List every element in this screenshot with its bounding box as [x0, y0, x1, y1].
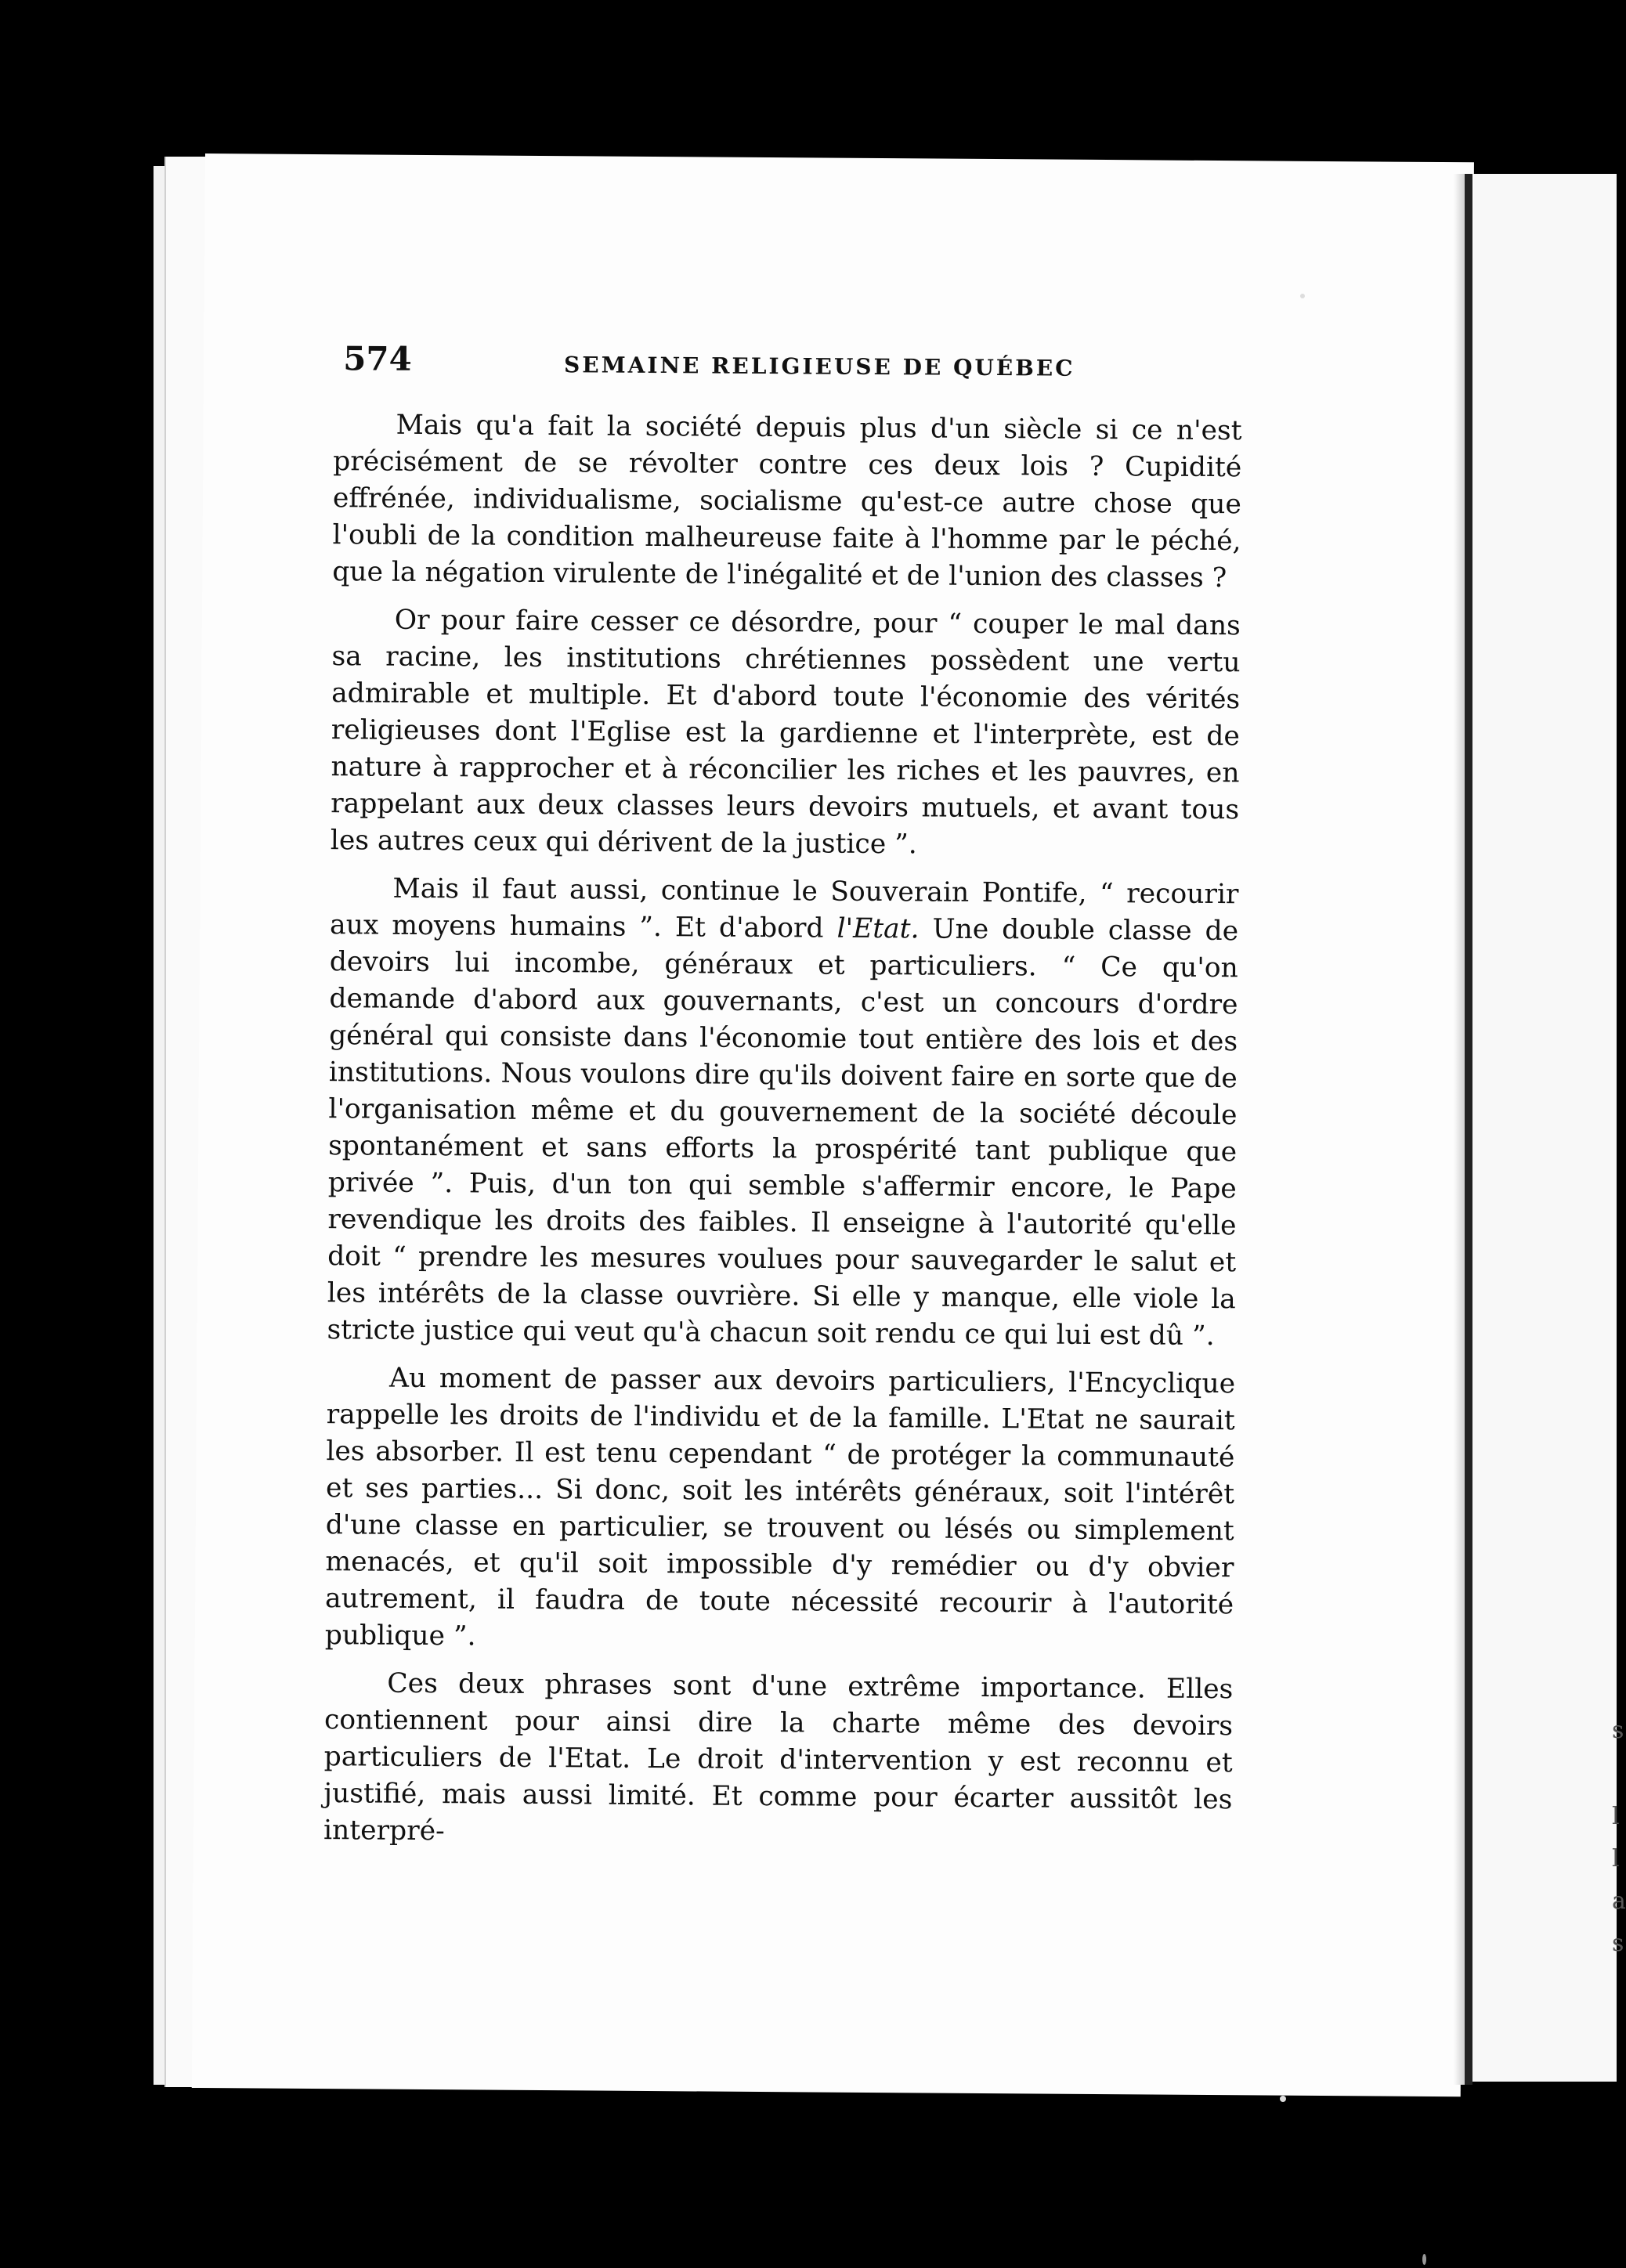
- book-page: [192, 153, 1474, 2096]
- spine-shadow: [1454, 174, 1465, 2085]
- page-number: 574: [343, 339, 413, 378]
- paragraph: Mais qu'a fait la société depuis plus d'un siècle si ce n'est précisément de se révolter contre ces deux lois ? Cupidité effrénée, individualisme, socialisme qu'est-ce autre chose que l'oubli de la condition malheureuse faite à l'homme par le péché, que la négation virulente de l'inégalité et de l'union des classes ?: [332, 409, 1242, 594]
- facing-page-letter: l: [1612, 1803, 1620, 1830]
- paragraph-text: Une double classe de devoirs lui incombe, généraux et particuliers. “ Ce qu'on demande d'abord aux gouvernants, c'est un concours d'ordre général qui consiste dans l'économie tout entière des lois et des institutions. Nous voulons dire qu'ils doivent faire en sorte que de l'organisation même et du gouvernement de la société découle spontanément et sans efforts la prospérité tant publique que privée ”. Puis, d'un ton qui semble s'affermir encore, le Pape revendique les droits des faibles. Il enseigne à l'autorité qu'elle doit “ prendre les mesures voulues pour sauvegarder le salut et les intérêts de la classe ouvrière. Si elle y manque, elle viole la stricte justice qui veut qu'à chacun soit rendu ce qui lui est dû ”.: [327, 913, 1239, 1352]
- page-header: [343, 339, 1440, 394]
- paragraph: Au moment de passer aux devoirs particuliers, l'Encyclique rappelle les droits de l'individu et de la famille. L'Etat ne saurait les absorber. Il est tenu cependant “ de protéger la communauté et ses parties... Si donc, soit les intérêts généraux, soit l'intérêt d'une classe en particulier, se trouvent ou lésés ou simplement menacés, et qu'il soit impossible d'y remédier ou d'y obvier autrement, il faudra de toute nécessité recourir à l'autorité publique ”.: [324, 1362, 1236, 1652]
- book-spine: [1465, 174, 1472, 2085]
- dust-speck: [1300, 294, 1305, 298]
- paragraph-text: Mais il faut aussi, continue le Souverain Pontife, “ recourir aux moyens humains ”. Et d'abord: [329, 872, 1239, 944]
- facing-page-letter: s: [1612, 1930, 1624, 1957]
- facing-page: [1472, 174, 1626, 2082]
- dust-speck: [1280, 2096, 1286, 2102]
- running-head: SEMAINE RELIGIEUSE DE QUÉBEC: [564, 352, 1075, 381]
- paragraph: Or pour faire cesser ce désordre, pour “ couper le mal dans sa racine, les institutions chrétiennes possèdent une vertu admirable et multiple. Et d'abord toute l'économie des vérités religieuses dont l'Eglise est la gardienne et l'interprète, est de nature à rapprocher et à réconcilier les riches et les pauvres, en rappelant aux deux classes leurs devoirs mutuels, et avant tous les autres ceux qui dérivent de la justice ”.: [330, 604, 1241, 861]
- body-text: [323, 406, 1242, 1855]
- facing-page-letter: a: [1612, 1887, 1626, 1915]
- facing-page-letter: s: [1612, 1717, 1624, 1744]
- paragraph: [327, 870, 1238, 1355]
- paragraph: Ces deux phrases sont d'une extrême importance. Elles contiennent pour ainsi dire la charte même des devoirs particuliers de l'Etat. Le droit d'intervention y est reconnu et justifié, mais aussi limité. Et comme pour écarter aussitôt les interpré-: [323, 1667, 1234, 1847]
- facing-page-letter: l: [1612, 1845, 1620, 1873]
- dust-speck: [1422, 2254, 1426, 2265]
- italic-term: l'Etat.: [836, 912, 920, 945]
